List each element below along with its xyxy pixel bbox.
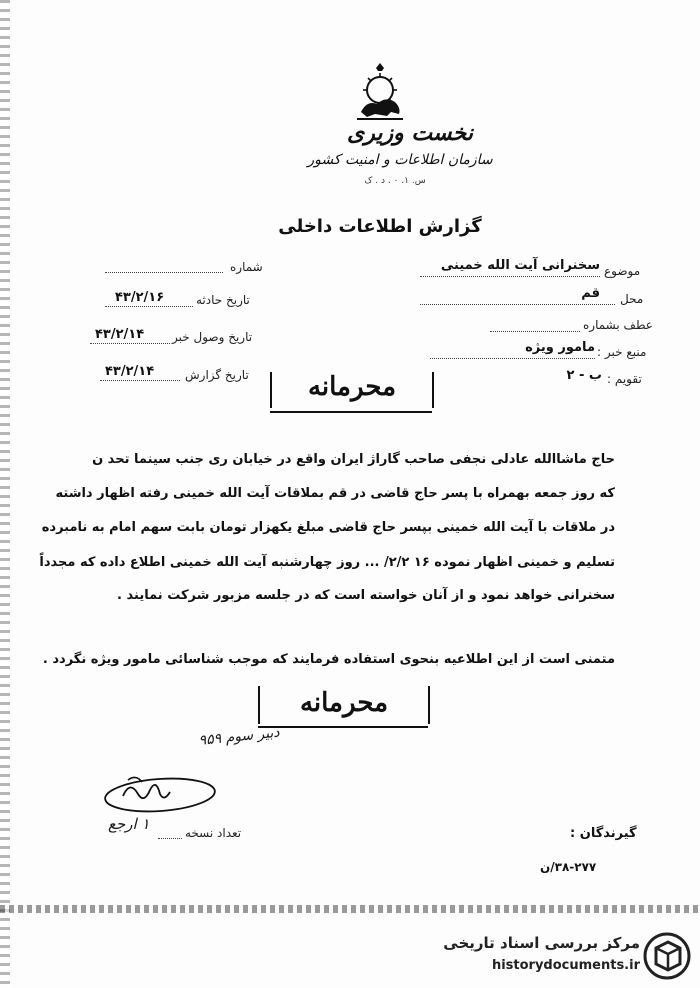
report-date-value: ۴۳/۲/۱۴ bbox=[105, 364, 155, 379]
body-line-3: در ملاقات با آیت الله خمینی بپسر حاج قاضی مبلغ یکهزار تومان بابت سهم امام به نامبرده bbox=[41, 520, 615, 535]
ministry-heading: نخست وزیری bbox=[347, 120, 473, 146]
receipt-date-underline bbox=[90, 343, 170, 344]
receipt-date-label: تاریخ وصول خبر bbox=[172, 330, 253, 344]
classification-stamp-bottom bbox=[258, 686, 430, 724]
source-value: مامور ویژه bbox=[525, 340, 595, 355]
watermark-logo bbox=[430, 930, 695, 988]
copies-handwritten-value: ۱ ارجع bbox=[108, 815, 150, 833]
body-line-5: سخنرانی خواهد نمود و از آنان خواسته است که در جلسه مزبور شرکت نمایند . bbox=[117, 588, 615, 603]
assessment-value: ب - ۲ bbox=[566, 368, 602, 383]
scan-edge-bottom bbox=[0, 905, 700, 913]
reference-label: عطف بشماره bbox=[583, 318, 653, 332]
history-documents-logo-icon bbox=[642, 930, 692, 982]
subject-label: موضوع bbox=[604, 264, 641, 278]
classification-text-bottom: محرمانه bbox=[299, 688, 389, 718]
watermark-url: historydocuments.ir bbox=[491, 958, 640, 973]
closing-line: متمنی است از این اطلاعیه بنحوی استفاده فرمایند که موجب شناسائی مامور ویژه نگردد . bbox=[42, 652, 615, 667]
copies-underline bbox=[158, 838, 182, 839]
document-number: ۳۸-۲۷۷/ن bbox=[540, 860, 597, 874]
report-date-underline bbox=[100, 380, 180, 381]
assessment-label: تقویم : bbox=[607, 372, 642, 386]
subject-underline bbox=[420, 276, 600, 277]
event-date-underline bbox=[105, 306, 193, 307]
subject-value: سخنرانی آیت الله خمینی bbox=[440, 258, 600, 273]
classification-stamp-top bbox=[270, 372, 434, 408]
handwritten-signature-icon bbox=[98, 768, 218, 818]
scan-edge-left bbox=[0, 0, 10, 988]
source-underline bbox=[430, 358, 595, 359]
copies-label: تعداد نسخه bbox=[185, 826, 242, 840]
classification-text-top: محرمانه bbox=[307, 372, 397, 402]
watermark-name: مرکز بررسی اسناد تاریخی bbox=[443, 934, 640, 952]
event-date-label: تاریخ حادثه bbox=[196, 293, 250, 307]
place-value: قم bbox=[581, 286, 600, 301]
reference-code: س. ۱. ۰ . د . ک bbox=[364, 176, 426, 186]
body-line-4: تسلیم و خمینی اظهار نموده ۱۶ ۲/۲/ ... روز چهارشنبه آیت الله خمینی اطلاع داده که مجدداً bbox=[39, 555, 615, 570]
body-line-1: حاج ماشاالله عادلی نجفی صاحب گاراژ ایران واقع در خیابان ری جنب سینما تحد ن bbox=[92, 452, 615, 467]
place-label: محل bbox=[620, 292, 644, 306]
number-label: شماره bbox=[230, 260, 263, 274]
report-date-label: تاریخ گزارش bbox=[185, 368, 249, 382]
handwritten-note: دبیر سوم ۹۵۹ bbox=[197, 724, 281, 749]
report-title: گزارش اطلاعات داخلی bbox=[278, 216, 482, 237]
receipt-date-value: ۴۳/۲/۱۴ bbox=[95, 327, 145, 342]
source-label: منبع خبر : bbox=[597, 345, 647, 359]
recipients-label: گیرندگان : bbox=[570, 826, 637, 841]
lion-and-sun-emblem-icon bbox=[347, 62, 413, 122]
event-date-value: ۴۳/۲/۱۶ bbox=[115, 290, 165, 305]
place-underline bbox=[420, 304, 615, 305]
classification-underline-top bbox=[270, 411, 432, 413]
number-underline bbox=[105, 272, 223, 273]
organization-heading: سازمان اطلاعات و امنیت کشور bbox=[307, 152, 493, 168]
classification-underline-bottom bbox=[258, 726, 428, 728]
body-line-2: که روز جمعه بهمراه با پسر حاج قاضی در قم بملاقات آیت الله خمینی رفته اظهار داشته bbox=[55, 486, 615, 501]
reference-underline bbox=[490, 331, 580, 332]
